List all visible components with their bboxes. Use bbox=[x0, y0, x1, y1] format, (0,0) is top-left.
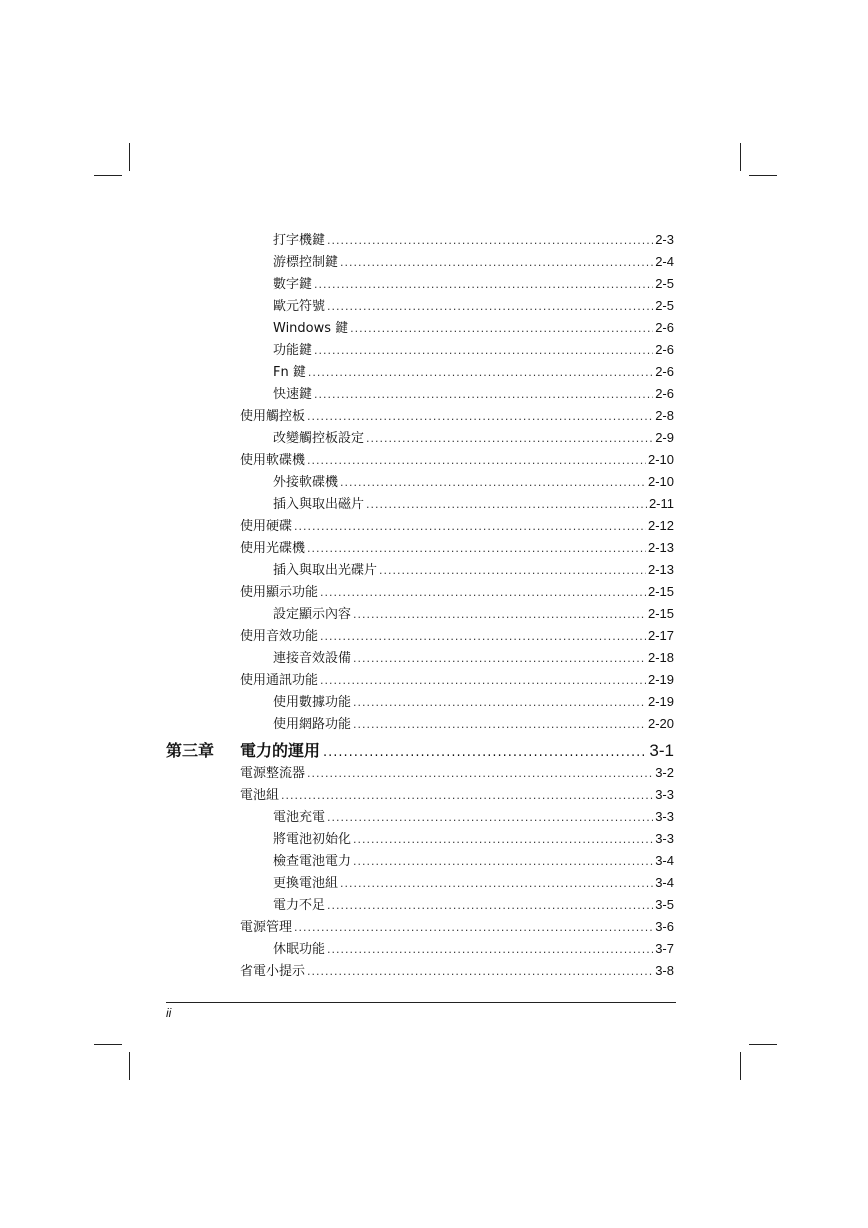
toc-entry-title: 連接音效設備 bbox=[273, 651, 352, 666]
crop-mark bbox=[749, 175, 777, 176]
toc-entry-page: 2-3 bbox=[655, 232, 674, 247]
dot-leader bbox=[307, 961, 653, 983]
toc-entry-title: 休眠功能 bbox=[273, 942, 326, 957]
toc-entry-title: 數字鍵 bbox=[273, 277, 313, 292]
dot-leader bbox=[307, 763, 653, 785]
dot-leader bbox=[320, 670, 646, 692]
toc-entry-title: 插入與取出磁片 bbox=[273, 497, 365, 512]
toc-entry-title: 使用顯示功能 bbox=[240, 585, 319, 600]
dot-leader bbox=[281, 785, 653, 807]
toc-entry[interactable] bbox=[240, 806, 674, 828]
dot-leader bbox=[340, 873, 653, 895]
dot-leader bbox=[350, 318, 653, 340]
toc-entry-title: 設定顯示內容 bbox=[273, 607, 352, 622]
toc-entry[interactable] bbox=[240, 916, 674, 938]
toc-entry[interactable] bbox=[240, 581, 674, 603]
dot-leader bbox=[314, 384, 653, 406]
crop-mark bbox=[129, 143, 130, 171]
chapter-page: 3-1 bbox=[649, 741, 674, 760]
toc-entry-title: 檢查電池電力 bbox=[273, 854, 352, 869]
toc-entry-title: 使用網路功能 bbox=[273, 717, 352, 732]
dot-leader bbox=[294, 516, 646, 538]
toc-entry-title: 快速鍵 bbox=[273, 387, 313, 402]
chapter-label: 第三章 bbox=[166, 741, 215, 760]
toc-entry-title: 打字機鍵 bbox=[273, 233, 326, 248]
footer-rule bbox=[166, 1002, 676, 1003]
dot-leader bbox=[353, 851, 653, 873]
dot-leader bbox=[314, 274, 653, 296]
toc-entry-page: 3-4 bbox=[655, 853, 674, 868]
toc-entry-page: 3-8 bbox=[655, 963, 674, 978]
toc-entry-page: 3-6 bbox=[655, 919, 674, 934]
dot-leader bbox=[366, 494, 647, 516]
dot-leader bbox=[353, 604, 646, 626]
toc-entry[interactable] bbox=[240, 427, 674, 449]
toc-entry[interactable] bbox=[240, 361, 674, 383]
toc-entry[interactable] bbox=[240, 317, 674, 339]
toc-entry-title: 使用通訊功能 bbox=[240, 673, 319, 688]
toc-entry-title: 電池組 bbox=[240, 788, 280, 803]
toc-entry-page: 2-19 bbox=[647, 694, 674, 709]
toc-entry-page: 2-5 bbox=[655, 276, 674, 291]
dot-leader bbox=[307, 406, 653, 428]
toc-entry-title: 插入與取出光碟片 bbox=[273, 563, 378, 578]
dot-leader bbox=[320, 626, 646, 648]
toc-entry-page: 2-4 bbox=[655, 254, 674, 269]
crop-mark bbox=[749, 1044, 777, 1045]
toc-entry-page: 2-6 bbox=[655, 386, 674, 401]
toc-entry-title: 使用觸控板 bbox=[240, 409, 306, 424]
toc-entry-page: 2-5 bbox=[655, 298, 674, 313]
toc-entry-title: 更換電池組 bbox=[273, 876, 339, 891]
toc-entry-title: 外接軟碟機 bbox=[273, 475, 339, 490]
crop-mark bbox=[129, 1052, 130, 1080]
dot-leader bbox=[340, 472, 646, 494]
toc-entry[interactable] bbox=[240, 938, 674, 960]
toc-entry-title: 電力不足 bbox=[273, 898, 326, 913]
toc-entry-page: 2-6 bbox=[655, 320, 674, 335]
toc-entry-title: Windows 鍵 bbox=[273, 321, 349, 336]
dot-leader bbox=[307, 450, 646, 472]
toc-entry-title: 使用數據功能 bbox=[273, 695, 352, 710]
toc-entry-page: 2-11 bbox=[648, 496, 674, 511]
toc-entry[interactable] bbox=[240, 449, 674, 471]
toc-entry[interactable] bbox=[240, 713, 674, 735]
toc-entry-page: 2-13 bbox=[647, 562, 674, 577]
toc-entry[interactable] bbox=[240, 894, 674, 916]
toc-entry-page: 3-7 bbox=[655, 941, 674, 956]
toc-entry-page: 2-13 bbox=[647, 540, 674, 555]
dot-leader bbox=[327, 807, 653, 829]
toc-entry-page: 3-5 bbox=[655, 897, 674, 912]
toc-entry-page: 2-9 bbox=[655, 430, 674, 445]
toc-entry[interactable] bbox=[240, 784, 674, 806]
page-number: ii bbox=[166, 1006, 172, 1020]
toc-entry-page: 3-4 bbox=[655, 875, 674, 890]
toc-entry[interactable] bbox=[240, 603, 674, 625]
toc-entry-title: Fn 鍵 bbox=[273, 365, 306, 380]
toc-list-part2 bbox=[240, 762, 674, 982]
toc-entry-title: 使用光碟機 bbox=[240, 541, 306, 556]
toc-entry-page: 2-17 bbox=[647, 628, 674, 643]
crop-mark bbox=[740, 1052, 741, 1080]
crop-mark bbox=[94, 1044, 122, 1045]
dot-leader bbox=[353, 648, 646, 670]
toc-list-part1 bbox=[240, 229, 674, 735]
dot-leader bbox=[320, 582, 646, 604]
toc-entry[interactable] bbox=[240, 295, 674, 317]
toc-entry-page: 2-18 bbox=[647, 650, 674, 665]
dot-leader bbox=[308, 362, 653, 384]
toc-entry-title: 省電小提示 bbox=[240, 964, 306, 979]
toc-entry-page: 3-3 bbox=[655, 787, 674, 802]
toc-entry[interactable] bbox=[240, 339, 674, 361]
dot-leader bbox=[307, 538, 646, 560]
dot-leader bbox=[327, 230, 653, 252]
toc-entry-page: 2-10 bbox=[647, 452, 674, 467]
toc-entry[interactable] bbox=[240, 405, 674, 427]
dot-leader bbox=[353, 714, 646, 736]
dot-leader bbox=[379, 560, 646, 582]
toc-entry[interactable] bbox=[240, 960, 674, 982]
toc-entry[interactable] bbox=[240, 493, 674, 515]
toc-entry-page: 2-8 bbox=[655, 408, 674, 423]
toc-entry[interactable] bbox=[240, 647, 674, 669]
toc-entry[interactable] bbox=[240, 762, 674, 784]
chapter-title: 電力的運用 bbox=[240, 741, 321, 760]
toc-entry-title: 使用硬碟 bbox=[240, 519, 293, 534]
toc-entry-title: 改變觸控板設定 bbox=[273, 431, 365, 446]
toc-entry[interactable] bbox=[240, 872, 674, 894]
toc-entry[interactable] bbox=[240, 669, 674, 691]
dot-leader bbox=[353, 829, 653, 851]
toc-entry-title: 使用音效功能 bbox=[240, 629, 319, 644]
dot-leader bbox=[327, 296, 653, 318]
toc-entry-title: 電池充電 bbox=[273, 810, 326, 825]
toc-entry[interactable] bbox=[240, 537, 674, 559]
toc-entry[interactable] bbox=[240, 471, 674, 493]
toc-entry[interactable] bbox=[240, 691, 674, 713]
toc-entry-title: 電源整流器 bbox=[240, 766, 306, 781]
toc-entry-page: 3-2 bbox=[655, 765, 674, 780]
toc-entry-page: 2-6 bbox=[655, 364, 674, 379]
dot-leader bbox=[327, 939, 653, 961]
toc-entry-page: 2-12 bbox=[647, 518, 674, 533]
toc-entry-title: 使用軟碟機 bbox=[240, 453, 306, 468]
toc-entry[interactable] bbox=[240, 850, 674, 872]
toc-entry-page: 3-3 bbox=[655, 809, 674, 824]
toc-entry-page: 2-6 bbox=[655, 342, 674, 357]
toc-entry[interactable] bbox=[240, 515, 674, 537]
toc-entry-page: 2-10 bbox=[647, 474, 674, 489]
toc-entry[interactable] bbox=[240, 251, 674, 273]
toc-entry-title: 游標控制鍵 bbox=[273, 255, 339, 270]
dot-leader bbox=[366, 428, 653, 450]
toc-entry-page: 2-19 bbox=[647, 672, 674, 687]
toc-entry-page: 2-20 bbox=[647, 716, 674, 731]
toc-entry-title: 功能鍵 bbox=[273, 343, 313, 358]
toc-entry-page: 2-15 bbox=[647, 584, 674, 599]
toc-entry[interactable] bbox=[240, 559, 674, 581]
toc-entry[interactable] bbox=[240, 828, 674, 850]
toc-entry-title: 將電池初始化 bbox=[273, 832, 352, 847]
dot-leader bbox=[340, 252, 653, 274]
dot-leader bbox=[294, 917, 653, 939]
toc-entry-title: 歐元符號 bbox=[273, 299, 326, 314]
toc-entry-page: 3-3 bbox=[655, 831, 674, 846]
dot-leader bbox=[314, 340, 653, 362]
dot-leader bbox=[353, 692, 646, 714]
toc-entry-title: 電源管理 bbox=[240, 920, 293, 935]
toc-entry[interactable] bbox=[240, 383, 674, 405]
toc-entry[interactable] bbox=[240, 625, 674, 647]
chapter-heading[interactable] bbox=[166, 738, 674, 764]
crop-mark bbox=[94, 175, 122, 176]
crop-mark bbox=[740, 143, 741, 171]
toc-entry-page: 2-15 bbox=[647, 606, 674, 621]
dot-leader bbox=[327, 895, 653, 917]
toc-entry[interactable] bbox=[240, 273, 674, 295]
toc-entry[interactable] bbox=[240, 229, 674, 251]
